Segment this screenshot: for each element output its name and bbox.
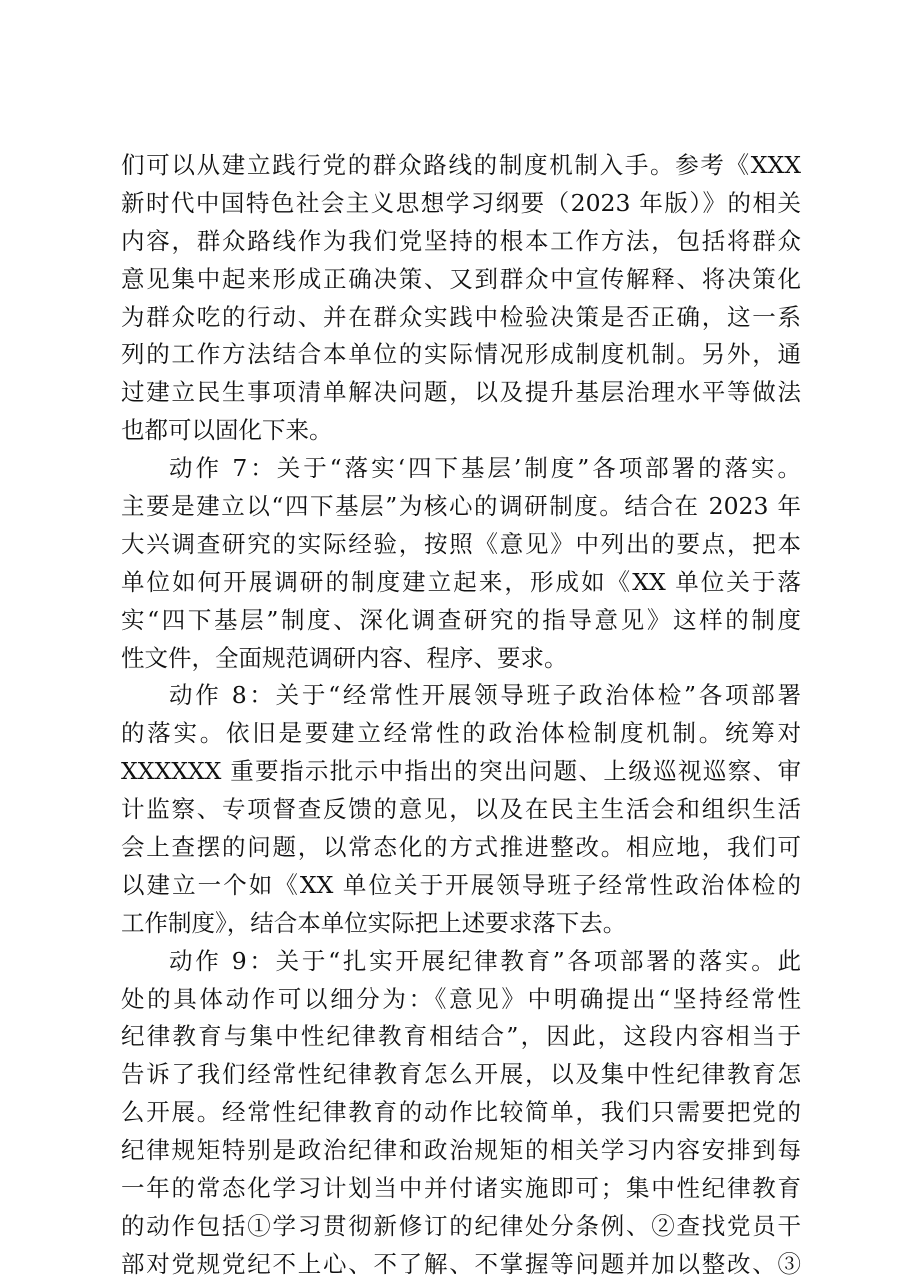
text-line: 也都可以固化下来。 — [121, 416, 333, 445]
text-line: 们可以从建立践行党的群众路线的制度机制入手。参考《XXX — [121, 151, 801, 179]
text-line: 一年的常态化学习计划当中并付诸实施即可；集中性纪律教育 — [121, 1174, 801, 1203]
text-line: XXXXXX 重要指示批示中指出的突出问题、上级巡视巡察、审 — [121, 757, 801, 786]
text-line: 实“四下基层”制度、深化调查研究的指导意见》这样的制度 — [121, 605, 801, 634]
text-line: 以建立一个如《XX 单位关于开展领导班子经常性政治体检的 — [121, 870, 801, 899]
text-line: 的动作包括①学习贯彻新修订的纪律处分条例、②查找党员干 — [121, 1211, 801, 1240]
paragraph-start-line: 动作 7：关于“落实‘四下基层’制度”各项部署的落实。 — [169, 454, 801, 483]
text-line: 大兴调查研究的实际经验，按照《意见》中列出的要点，把本 — [121, 529, 801, 558]
text-line: 么开展。经常性纪律教育的动作比较简单，我们只需要把党的 — [121, 1098, 801, 1127]
document-body — [121, 147, 801, 1284]
text-line: 内容，群众路线作为我们党坚持的根本工作方法，包括将群众 — [121, 226, 801, 255]
text-line: 计监察、专项督查反馈的意见，以及在民主生活会和组织生活 — [121, 795, 801, 824]
text-line: 性文件，全面规范调研内容、程序、要求。 — [121, 643, 568, 672]
text-line: 主要是建立以“四下基层”为核心的调研制度。结合在 2023 年 — [121, 492, 801, 521]
text-line: 为群众吃的行动、并在群众实践中检验决策是否正确，这一系 — [121, 302, 801, 331]
text-line: 过建立民生事项清单解决问题，以及提升基层治理水平等做法 — [121, 378, 801, 407]
text-line: 列的工作方法结合本单位的实际情况形成制度机制。另外，通 — [121, 340, 801, 369]
text-line: 会上查摆的问题，以常态化的方式推进整改。相应地，我们可 — [121, 833, 801, 862]
text-line: 纪律规矩特别是政治纪律和政治规矩的相关学习内容安排到每 — [121, 1136, 801, 1165]
text-line: 工作制度》，结合本单位实际把上述要求落下去。 — [121, 908, 627, 937]
text-line: 纪律教育与集中性纪律教育相结合”，因此，这段内容相当于 — [121, 1022, 801, 1051]
paragraph-start-line: 动作 8：关于“经常性开展领导班子政治体检”各项部署 — [169, 681, 801, 710]
text-line: 告诉了我们经常性纪律教育怎么开展，以及集中性纪律教育怎 — [121, 1060, 801, 1089]
text-line: 的落实。依旧是要建立经常性的政治体检制度机制。统筹对 — [121, 719, 801, 748]
text-line: 处的具体动作可以细分为：《意见》中明确提出“坚持经常性 — [121, 984, 801, 1013]
text-line: 单位如何开展调研的制度建立起来，形成如《XX 单位关于落 — [121, 567, 801, 596]
text-line: 新时代中国特色社会主义思想学习纲要（2023 年版）》的相关 — [121, 188, 801, 217]
text-line: 意见集中起来形成正确决策、又到群众中宣传解释、将决策化 — [121, 264, 801, 293]
paragraph-start-line: 动作 9：关于“扎实开展纪律教育”各项部署的落实。此 — [169, 946, 801, 975]
text-line: 部对党规党纪不上心、不了解、不掌握等问题并加以整改、③ — [121, 1249, 801, 1278]
